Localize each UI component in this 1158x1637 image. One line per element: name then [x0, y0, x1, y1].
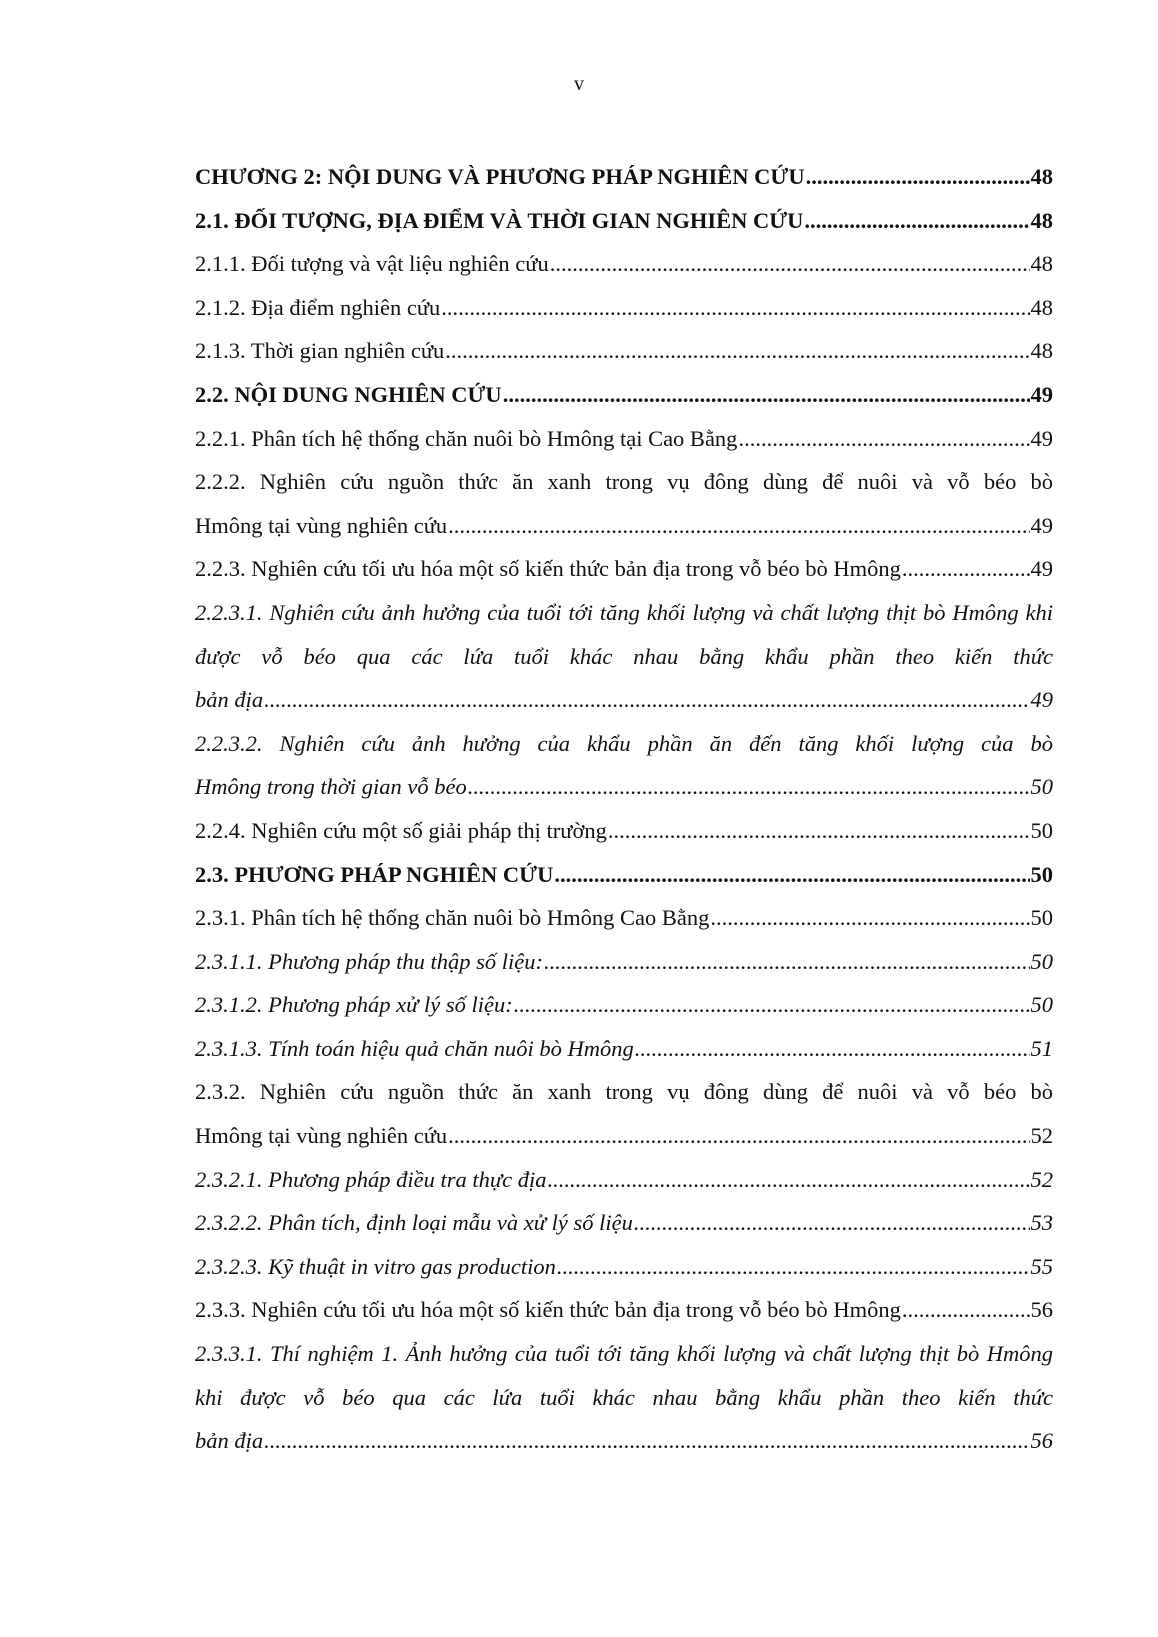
toc-entry-page: 50 [1030, 905, 1053, 931]
toc-entry[interactable] [195, 1288, 1053, 1332]
toc-entry[interactable] [195, 329, 1053, 373]
toc-entry-page: 48 [1030, 251, 1053, 277]
page-number: v [574, 73, 584, 95]
toc-dot-leader [804, 199, 1029, 243]
toc-entry-title: CHƯƠNG 2: NỘI DUNG VÀ PHƯƠNG PHÁP NGHIÊN CỨU [195, 164, 805, 189]
toc-entry-title: 2.1.2. Địa điểm nghiên cứu [195, 294, 441, 320]
toc-dot-leader [441, 286, 1029, 330]
toc-entry-title: 2.3.2. Nghiên cứu nguồn thức ăn xanh trong vụ đông dùng để nuôi và vỗ béo bò [195, 1079, 1053, 1105]
toc-entry[interactable] [195, 460, 1053, 547]
toc-entry-title: 2.3.2.2. Phân tích, định loại mẫu và xử lý số liệu [195, 1210, 633, 1236]
toc-entry-page: 50 [1030, 817, 1053, 843]
toc-entry-title: 2.2.3.2. Nghiên cứu ảnh hưởng của khẩu phần ăn đến tăng khối lượng của bò [195, 730, 1053, 756]
toc-dot-leader [514, 983, 1030, 1027]
toc-entry[interactable] [195, 417, 1053, 461]
toc-entry-title: 2.2.3. Nghiên cứu tối ưu hóa một số kiến thức bản địa trong vỗ béo bò Hmông [195, 556, 901, 582]
toc-entry[interactable] [195, 1201, 1053, 1245]
toc-entry-page: 50 [1030, 861, 1053, 887]
toc-entry-title: 2.3.1.1. Phương pháp thu thập số liệu: [195, 948, 544, 974]
toc-entry-page: 48 [1030, 164, 1053, 189]
toc-entry-title: 2.3.1. Phân tích hệ thống chăn nuôi bò Hmông Cao Bằng [195, 905, 710, 931]
toc-entry[interactable] [195, 591, 1053, 722]
toc-dot-leader [445, 329, 1029, 373]
toc-entry[interactable] [195, 940, 1053, 984]
toc-dot-leader [634, 1201, 1030, 1245]
toc-dot-leader [557, 1245, 1030, 1289]
toc-entry-page: 49 [1030, 512, 1053, 538]
toc-entry-page: 48 [1030, 294, 1053, 320]
toc-entry-title-tail: bản địa [195, 1428, 264, 1454]
toc-entry-title-tail: Hmông tại vùng nghiên cứu [195, 1123, 448, 1149]
toc-entry-title: 2.3.3. Nghiên cứu tối ưu hóa một số kiến thức bản địa trong vỗ béo bò Hmông [195, 1297, 901, 1323]
toc-entry-page: 49 [1030, 556, 1053, 582]
toc-dot-leader [448, 1114, 1029, 1158]
toc-entry-page: 49 [1030, 425, 1053, 451]
toc-entry-page: 51 [1030, 1035, 1053, 1061]
toc-dot-leader [264, 678, 1029, 722]
toc-entry-title: 2.2.4. Nghiên cứu một số giải pháp thị trường [195, 817, 607, 843]
toc-entry-title: 2.3.2.3. Kỹ thuật in vitro gas production [195, 1253, 556, 1279]
toc-dot-leader [554, 853, 1029, 897]
toc-dot-leader [608, 809, 1030, 853]
toc-entry-page: 48 [1030, 338, 1053, 364]
toc-entry-title: 2.2.3.1. Nghiên cứu ảnh hưởng của tuổi tới tăng khối lượng và chất lượng thịt bò Hmông khi được vỗ béo qua các lứa tuổi khác nhau bằng khẩu phần theo kiến thức [195, 599, 1053, 669]
toc-entry-page: 49 [1030, 381, 1053, 407]
toc-entry-title-tail: Hmông tại vùng nghiên cứu [195, 512, 448, 538]
toc-entry-title: 2.3.2.1. Phương pháp điều tra thực địa [195, 1166, 547, 1192]
toc-entry-title: 2.1.1. Đối tượng và vật liệu nghiên cứu [195, 251, 549, 277]
toc-entry-page: 52 [1030, 1166, 1053, 1192]
toc-entry-title: 2.1.3. Thời gian nghiên cứu [195, 338, 445, 364]
toc-dot-leader [710, 896, 1029, 940]
toc-entry[interactable] [195, 286, 1053, 330]
toc-dot-leader [902, 547, 1030, 591]
toc-entry-title: 2.3.1.2. Phương pháp xử lý số liệu: [195, 992, 513, 1018]
toc-dot-leader [548, 1158, 1030, 1202]
toc-dot-leader [468, 765, 1030, 809]
toc-entry-page: 48 [1030, 207, 1053, 233]
toc-entry-title-tail: Hmông trong thời gian vỗ béo [195, 774, 467, 800]
toc-entry-title: 2.3.3.1. Thí nghiệm 1. Ảnh hưởng của tuổi tới tăng khối lượng và chất lượng thịt bò Hmông khi được vỗ béo qua các lứa tuổi khác nhau bằng khẩu phần theo kiến thức [195, 1341, 1053, 1410]
toc-entry[interactable] [195, 199, 1053, 243]
toc-entry-page: 50 [1030, 992, 1053, 1018]
toc-entry[interactable] [195, 1070, 1053, 1157]
toc-entry-title: 2.2. NỘI DUNG NGHIÊN CỨU [195, 381, 502, 407]
toc-dot-leader [503, 373, 1030, 417]
toc-entry[interactable] [195, 242, 1053, 286]
toc-entry-page: 53 [1030, 1210, 1053, 1236]
toc-entry-page: 56 [1030, 1428, 1053, 1454]
toc-entry-page: 52 [1030, 1123, 1053, 1149]
toc-entry[interactable] [195, 983, 1053, 1027]
toc-dot-leader [544, 940, 1029, 984]
toc-entry-page: 49 [1030, 687, 1053, 713]
toc-entry[interactable] [195, 896, 1053, 940]
toc-entry[interactable] [195, 1027, 1053, 1071]
toc-entry-title: 2.2.1. Phân tích hệ thống chăn nuôi bò Hmông tại Cao Bằng [195, 425, 738, 451]
toc-entry[interactable] [195, 155, 1053, 199]
toc-entry[interactable] [195, 1158, 1053, 1202]
toc-entry[interactable] [195, 1245, 1053, 1289]
toc-dot-leader [264, 1419, 1029, 1463]
toc-entry-page: 56 [1030, 1297, 1053, 1323]
toc-entry-title: 2.2.2. Nghiên cứu nguồn thức ăn xanh trong vụ đông dùng để nuôi và vỗ béo bò [195, 469, 1053, 495]
toc-entry-page: 50 [1030, 774, 1053, 800]
toc-dot-leader [448, 504, 1029, 548]
toc-entry-title: 2.3. PHƯƠNG PHÁP NGHIÊN CỨU [195, 861, 554, 887]
toc-entry[interactable] [195, 547, 1053, 591]
toc-dot-leader [738, 417, 1029, 461]
toc-dot-leader [902, 1288, 1030, 1332]
toc-dot-leader [806, 155, 1030, 199]
toc-entry[interactable] [195, 853, 1053, 897]
table-of-contents [195, 155, 1053, 1463]
toc-entry[interactable] [195, 809, 1053, 853]
toc-entry[interactable] [195, 373, 1053, 417]
toc-entry-page: 50 [1030, 948, 1053, 974]
toc-entry-title: 2.3.1.3. Tính toán hiệu quả chăn nuôi bò Hmông [195, 1035, 634, 1061]
toc-entry-title-tail: bản địa [195, 687, 264, 713]
toc-dot-leader [550, 242, 1030, 286]
toc-entry-page: 55 [1030, 1253, 1053, 1279]
toc-entry[interactable] [195, 1332, 1053, 1463]
toc-dot-leader [635, 1027, 1030, 1071]
toc-entry[interactable] [195, 722, 1053, 809]
toc-entry-title: 2.1. ĐỐI TƯỢNG, ĐỊA ĐIỂM VÀ THỜI GIAN NGHIÊN CỨU [195, 207, 804, 233]
